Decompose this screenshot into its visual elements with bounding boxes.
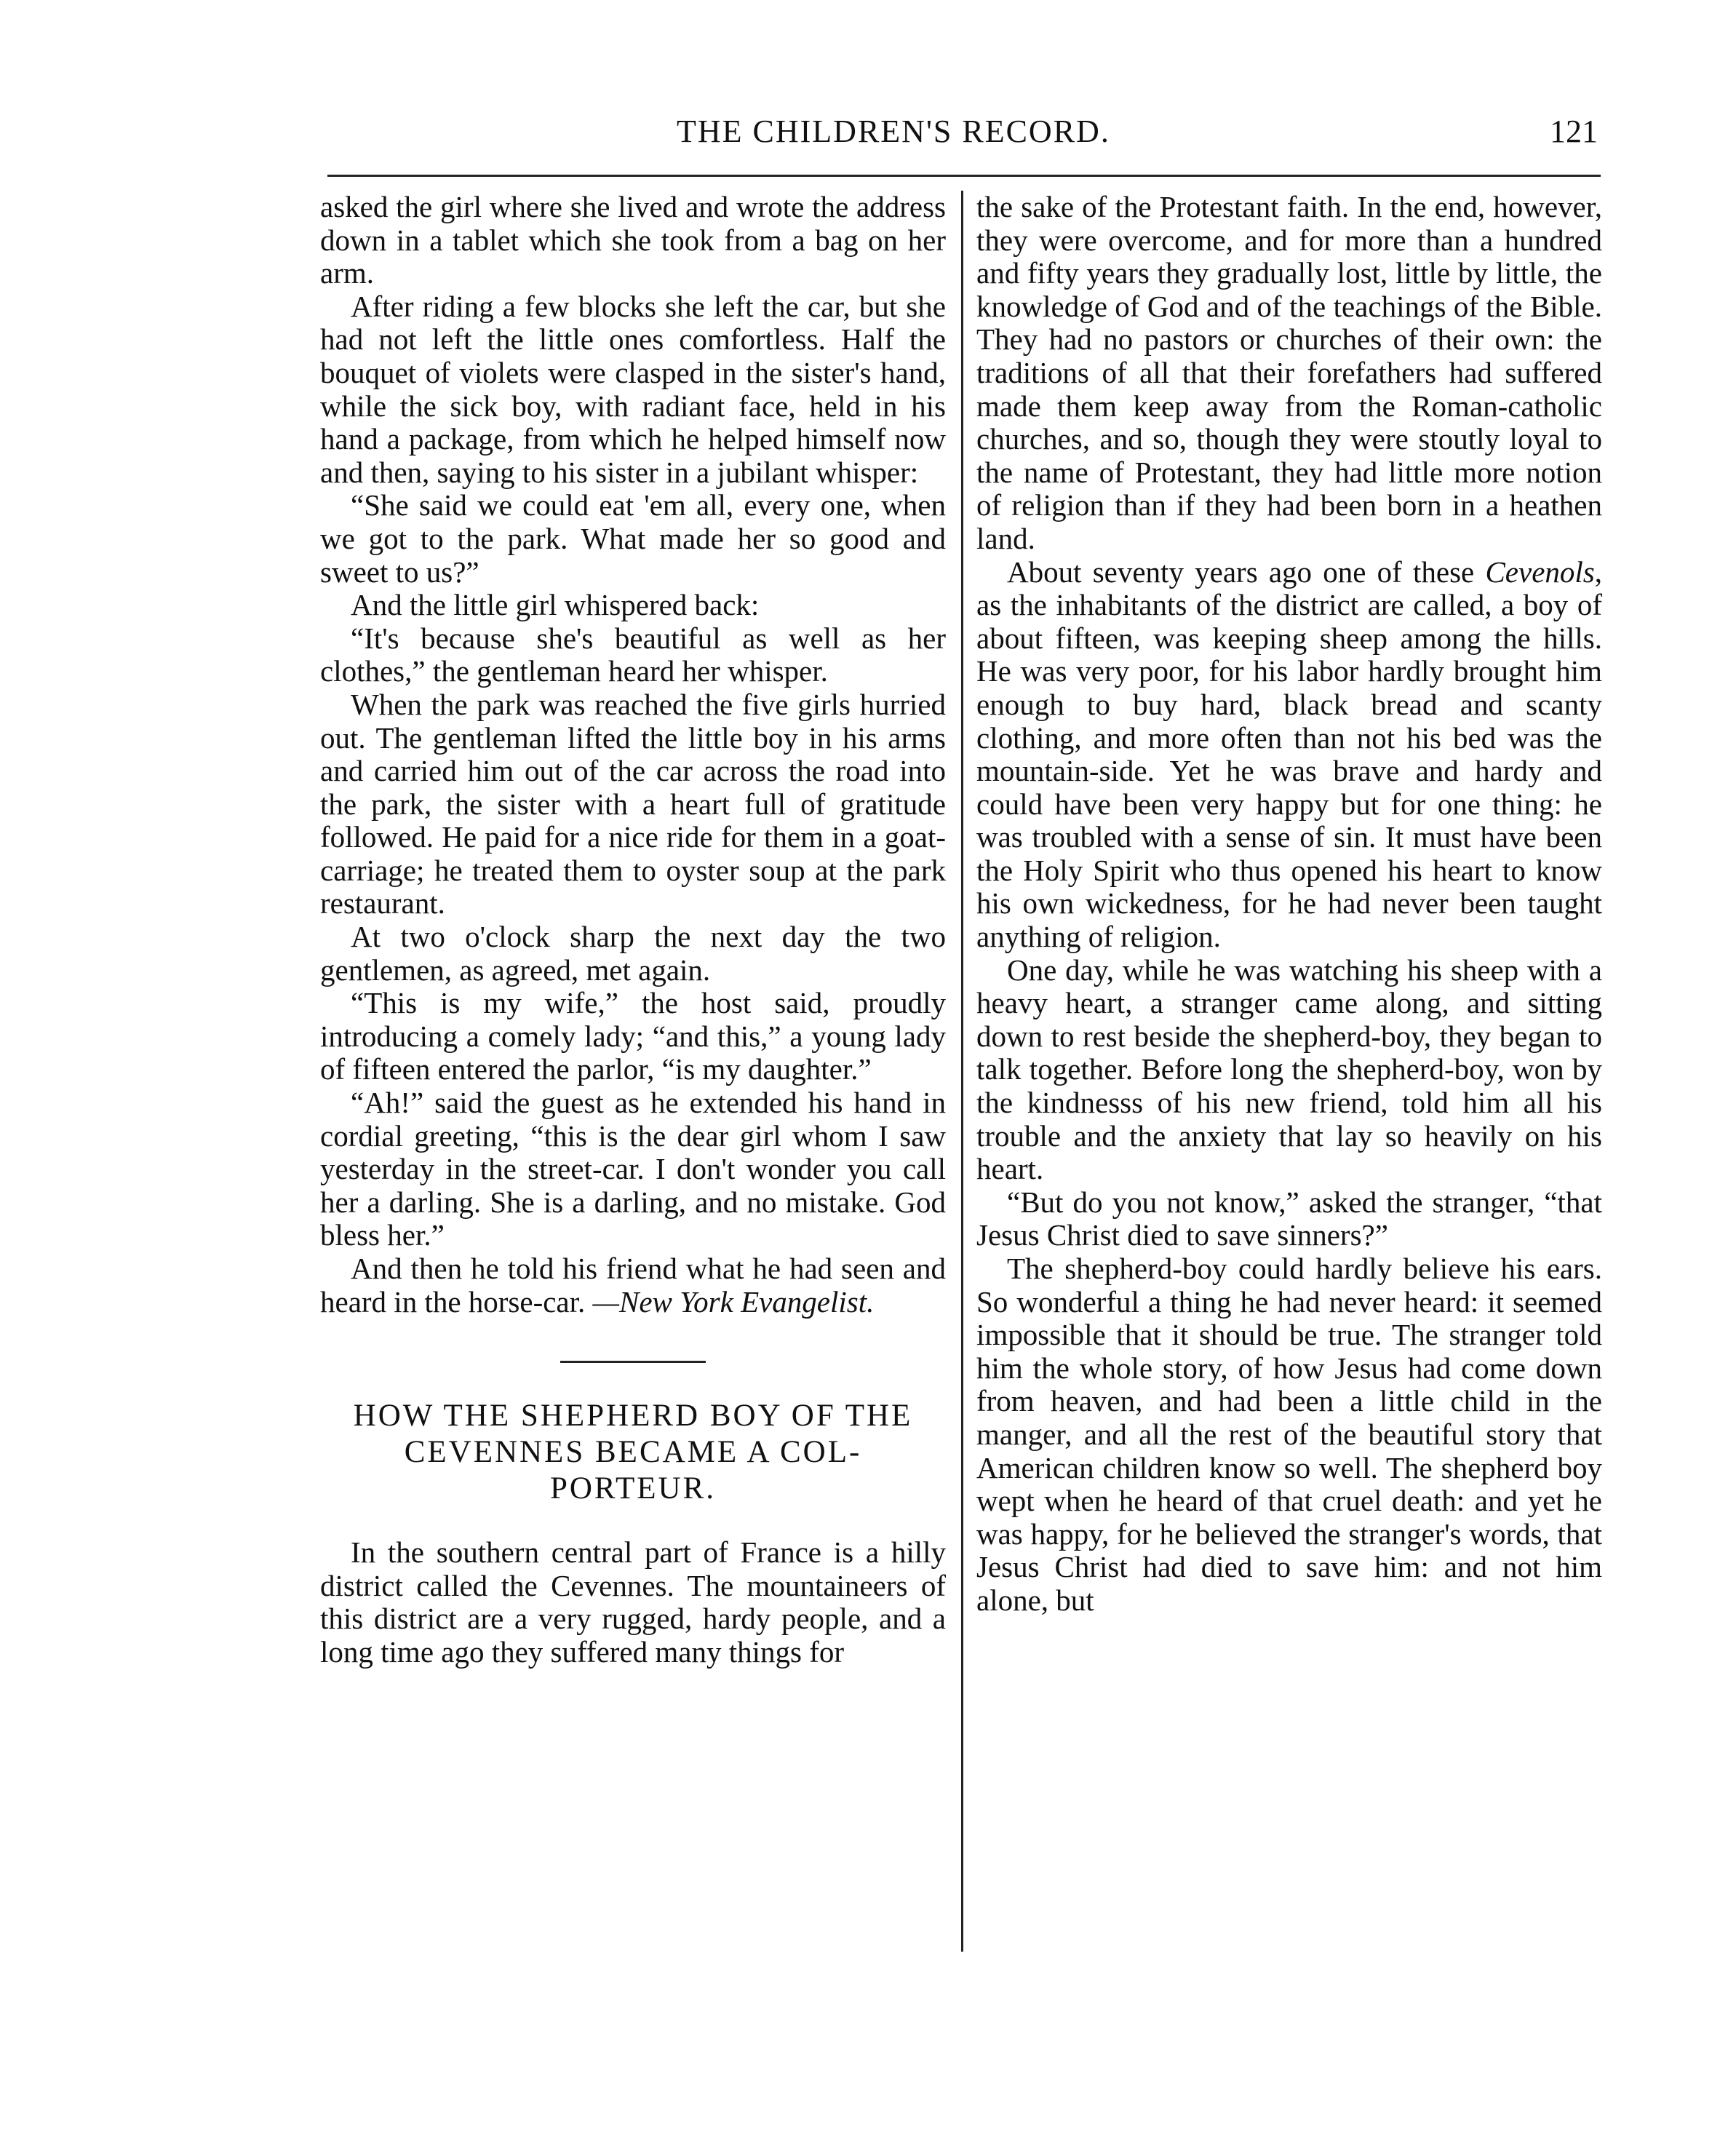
paragraph: “It's because she's beautiful as well as her clothes,” the gentleman heard her whisper. [320, 621, 946, 688]
paragraph-text: , as the inhabitants of the district are called, a boy of about fifteen, was keeping sheep among the hills. He was very poor, for his labor hardly brought him enough to buy hard, black bread and scanty clothing, and more often than not his bed was the mountain-side. Yet he was brave and hardy and could have been very happy but for one thing: he was troubled with a sense of sin. It must have been the Holy Spirit who thus opened his heart to know his own wickedness, for he had never been taught anything of religion. [976, 554, 1602, 954]
section-separator [560, 1361, 706, 1363]
paragraph: At two o'clock sharp the next day the two gentlemen, as agreed, met again. [320, 920, 946, 987]
column-divider [961, 191, 963, 1952]
right-column [976, 191, 1602, 1618]
italic-term: Cevenols [1485, 554, 1595, 589]
article-title-line: PORTEUR. [549, 1471, 717, 1506]
paragraph: asked the girl where she lived and wrote the address down in a tablet which she took from a bag on her arm. [320, 190, 946, 290]
header-rule [327, 175, 1601, 177]
paragraph: “This is my wife,” the host said, proudly introducing a comely lady; “and this,” a young lady of fifteen entered the parlor, “is my daughter.” [320, 986, 946, 1086]
paragraph: “She said we could eat 'em all, every one, when we got to the park. What made her so good and sweet to us?” [320, 488, 946, 589]
paragraph: In the southern central part of France is a hilly district called the Cevennes. The mountaineers of this district are a very rugged, hardy people, and a long time ago they suffered many things for [320, 1535, 946, 1669]
paragraph: the sake of the Protestant faith. In the end, however, they were overcome, and for more than a hundred and fifty years they gradually lost, little by little, the knowledge of God and of the teachings of the Bible. They had no pastors or churches of their own: the traditions of all that their forefathers had suffered made them keep away from the Roman-catholic churches, and so, though they were stoutly loyal to the name of Protestant, they had little more notion of religion than if they had been born in a heathen land. [976, 190, 1602, 555]
paragraph [976, 556, 1602, 954]
paragraph: One day, while he was watching his sheep with a heavy heart, a stranger came along, and sitting down to rest beside the shepherd-boy, they began to talk together. Before long the shepherd-boy, won by the kindnesss of his new friend, told him all his trouble and the anxiety that lay so heavily on his heart. [976, 953, 1602, 1186]
article-title-line: HOW THE SHEPHERD BOY OF THE [353, 1399, 913, 1434]
paragraph: After riding a few blocks she left the car, but she had not left the little ones comfortless. Half the bouquet of violets were clasped in the sister's hand, while the sick boy, with radiant face, held in his hand a package, from which he helped himself now and then, saying to his sister in a jubilant whisper: [320, 289, 946, 489]
paragraph [320, 1252, 946, 1319]
paragraph-text: About seventy years ago one of these [1007, 554, 1486, 589]
paragraph: “But do you not know,” asked the stranger, “that Jesus Christ died to save sinners?” [976, 1185, 1602, 1252]
page-number: 121 [1550, 114, 1598, 149]
paragraph: When the park was reached the five girls hurried out. The gentleman lifted the little boy in his arms and carried him out of the car across the road into the park, the sister with a heart full of gratitude followed. He paid for a nice ride for them in a goat-carriage; he treated them to oyster soup at the park restaurant. [320, 687, 946, 921]
paragraph: The shepherd-boy could hardly believe his ears. So wonderful a thing he had never heard: it seemed impossible that it should be true. The stranger told him the whole story, of how Jesus had come down from heaven, and had been a little child in the manger, and all the rest of the beautiful story that American children know so well. The shepherd boy wept when he heard of that cruel death: and yet he was happy, for he believed the stranger's words, that Jesus Christ had died to save him: and not him alone, but [976, 1252, 1602, 1617]
article-title-line: CEVENNES BECAME A COL- [404, 1435, 862, 1470]
article-title [320, 1398, 946, 1507]
paragraph: And the little girl whispered back: [351, 588, 760, 622]
paragraph-text: And then he told his friend what he had seen and heard in the horse-car. [320, 1252, 946, 1319]
attribution: —New York Evangelist. [592, 1284, 875, 1319]
left-column [320, 191, 946, 1669]
paragraph: “Ah!” said the guest as he extended his hand in cordial greeting, “this is the dear girl whom I saw yesterday in the street-car. I don't wonder you call her a darling. She is a darling, and no mistake. God bless her.” [320, 1086, 946, 1252]
running-title: THE CHILDREN'S RECORD. [677, 114, 1110, 149]
